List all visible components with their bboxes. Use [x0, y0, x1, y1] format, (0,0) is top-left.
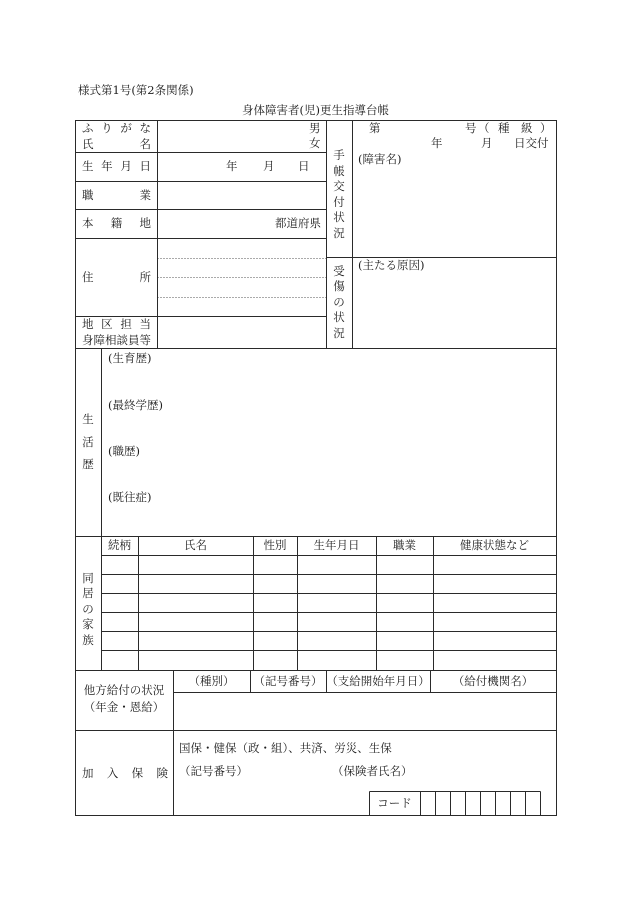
label-char: 住 [82, 270, 94, 284]
district-counselor-label-line2 [82, 333, 151, 347]
label-char: 入 [106, 766, 119, 780]
handbook-number-prefix: 第 [369, 121, 381, 135]
label-char: 談 [116, 333, 128, 347]
sex-male-option: 男 [309, 121, 321, 135]
label-char: 名 [139, 137, 151, 151]
household-row [102, 575, 556, 593]
medical-history-label: (既往症) [108, 490, 152, 504]
upbringing-history-label: (生育歴) [108, 351, 152, 365]
label-char: 障 [93, 333, 105, 347]
grade-label: 級 [521, 121, 533, 135]
label-char: 保 [131, 766, 144, 780]
household-row [102, 594, 556, 612]
birth-day-unit: 日 [298, 159, 310, 173]
handbook-number-suffix: 号 [465, 121, 477, 135]
household-row [102, 651, 556, 670]
household-row [102, 613, 556, 631]
label-char: が [120, 121, 132, 135]
label-char: 手 [333, 148, 345, 162]
label-char: 険 [156, 766, 168, 780]
label-char: 当 [139, 317, 151, 331]
label-char: 生 [82, 412, 94, 427]
household-label [75, 562, 101, 657]
label-char: ふ [82, 121, 94, 135]
label-char: 地 [139, 216, 151, 230]
label-char: の [82, 601, 94, 616]
other-benefits-label: 他方給付の状況 [83, 683, 165, 697]
label-char: 付 [333, 194, 345, 209]
label-char: 相 [105, 333, 117, 347]
label-char: 状 [333, 210, 345, 224]
page-title: 身体障害者(児)更生指導台帳 [242, 103, 389, 117]
benefit-col-start-date: （支給開始年月日） [326, 674, 430, 688]
household-col-health: 健康状態など [460, 538, 529, 552]
label-char: 担 [120, 317, 132, 331]
insurance-number-label: （記号番号） [179, 764, 248, 778]
insurance-label [82, 766, 168, 780]
label-char: 所 [139, 270, 151, 284]
label-char: 居 [82, 586, 94, 601]
main-cause-label: (主たる原因) [358, 258, 425, 272]
label-char: 族 [82, 632, 94, 647]
label-char: 氏 [82, 137, 94, 151]
household-col-name: 氏名 [184, 538, 207, 552]
birth-year-unit: 年 [226, 159, 238, 173]
label-char: 況 [333, 325, 345, 340]
label-char: 月 [120, 159, 132, 173]
occupation-label [82, 188, 151, 202]
district-counselor-label-line1 [82, 317, 151, 331]
address-field [158, 239, 326, 316]
label-char: 況 [333, 225, 345, 240]
label-char: 年 [101, 159, 113, 173]
label-char: り [101, 121, 113, 135]
life-history-label [75, 348, 101, 536]
label-char: 帳 [333, 163, 345, 178]
benefit-col-agency: （給付機関名） [452, 674, 534, 688]
occupation-field [158, 182, 326, 209]
benefit-col-type: （種別） [188, 674, 235, 688]
label-char: 籍 [110, 216, 123, 230]
type-grade-open-paren: （ [478, 121, 490, 135]
birth-date-label [82, 159, 151, 173]
label-char: 同 [82, 570, 94, 585]
code-input-boxes [421, 792, 540, 815]
work-history-label: (職歴) [108, 444, 140, 458]
label-char: 交 [333, 179, 345, 193]
household-col-relationship: 続柄 [108, 538, 131, 552]
label-char: 業 [139, 188, 151, 202]
disability-name-label: (障害名) [358, 152, 402, 166]
issue-year-unit: 年 [431, 136, 443, 150]
domicile-label [82, 216, 151, 230]
other-benefits-sublabel: （年金・恩給） [83, 700, 165, 714]
type-label: 種 [498, 121, 510, 135]
life-history-field [102, 349, 556, 536]
domicile-prefecture-suffix: 都道府県 [275, 216, 321, 230]
label-char: 加 [82, 766, 94, 780]
label-char: の [333, 294, 345, 309]
label-char: 本 [82, 216, 94, 230]
label-char: 状 [333, 310, 345, 325]
district-counselor-field [158, 317, 326, 348]
birth-month-unit: 月 [263, 159, 275, 173]
other-benefits-field [174, 693, 556, 730]
form-number: 様式第1号(第2条関係) [78, 83, 194, 97]
injury-status-label [326, 257, 352, 348]
label-char: 傷 [333, 279, 345, 294]
benefit-col-number: （記号番号） [253, 674, 323, 688]
label-char: 身 [82, 333, 94, 347]
sex-female-option: 女 [309, 136, 321, 150]
label-char: 職 [82, 188, 94, 202]
name-label [82, 137, 151, 151]
label-char: 生 [82, 159, 94, 173]
household-col-sex: 性別 [263, 538, 287, 552]
insurance-types: 国保・健保（政・組）、共済、労災、生保 [179, 741, 392, 755]
issue-day-unit: 日交付 [514, 136, 549, 150]
label-char: 地 [82, 317, 94, 331]
household-col-birth-date: 生年月日 [313, 538, 360, 552]
label-char: 員 [128, 333, 140, 347]
insurer-name-label: （保険者氏名） [332, 764, 413, 778]
code-label: コード [377, 796, 412, 810]
furigana-label [82, 121, 151, 135]
label-char: 歴 [82, 457, 94, 472]
label-char: 区 [101, 317, 113, 331]
label-char: 日 [139, 159, 151, 173]
type-grade-close-paren: ） [540, 121, 552, 135]
label-char: な [139, 121, 151, 135]
handbook-status-label [326, 146, 352, 243]
address-label [82, 270, 151, 284]
final-education-label: (最終学歴) [108, 398, 163, 412]
household-col-occupation: 職業 [393, 538, 416, 552]
household-row [102, 556, 556, 574]
label-char: 等 [139, 333, 151, 347]
name-field [158, 121, 326, 152]
label-char: 活 [82, 434, 94, 449]
household-row [102, 632, 556, 650]
issue-month-unit: 月 [481, 136, 493, 150]
label-char: 家 [82, 617, 94, 632]
label-char: 受 [333, 263, 345, 278]
